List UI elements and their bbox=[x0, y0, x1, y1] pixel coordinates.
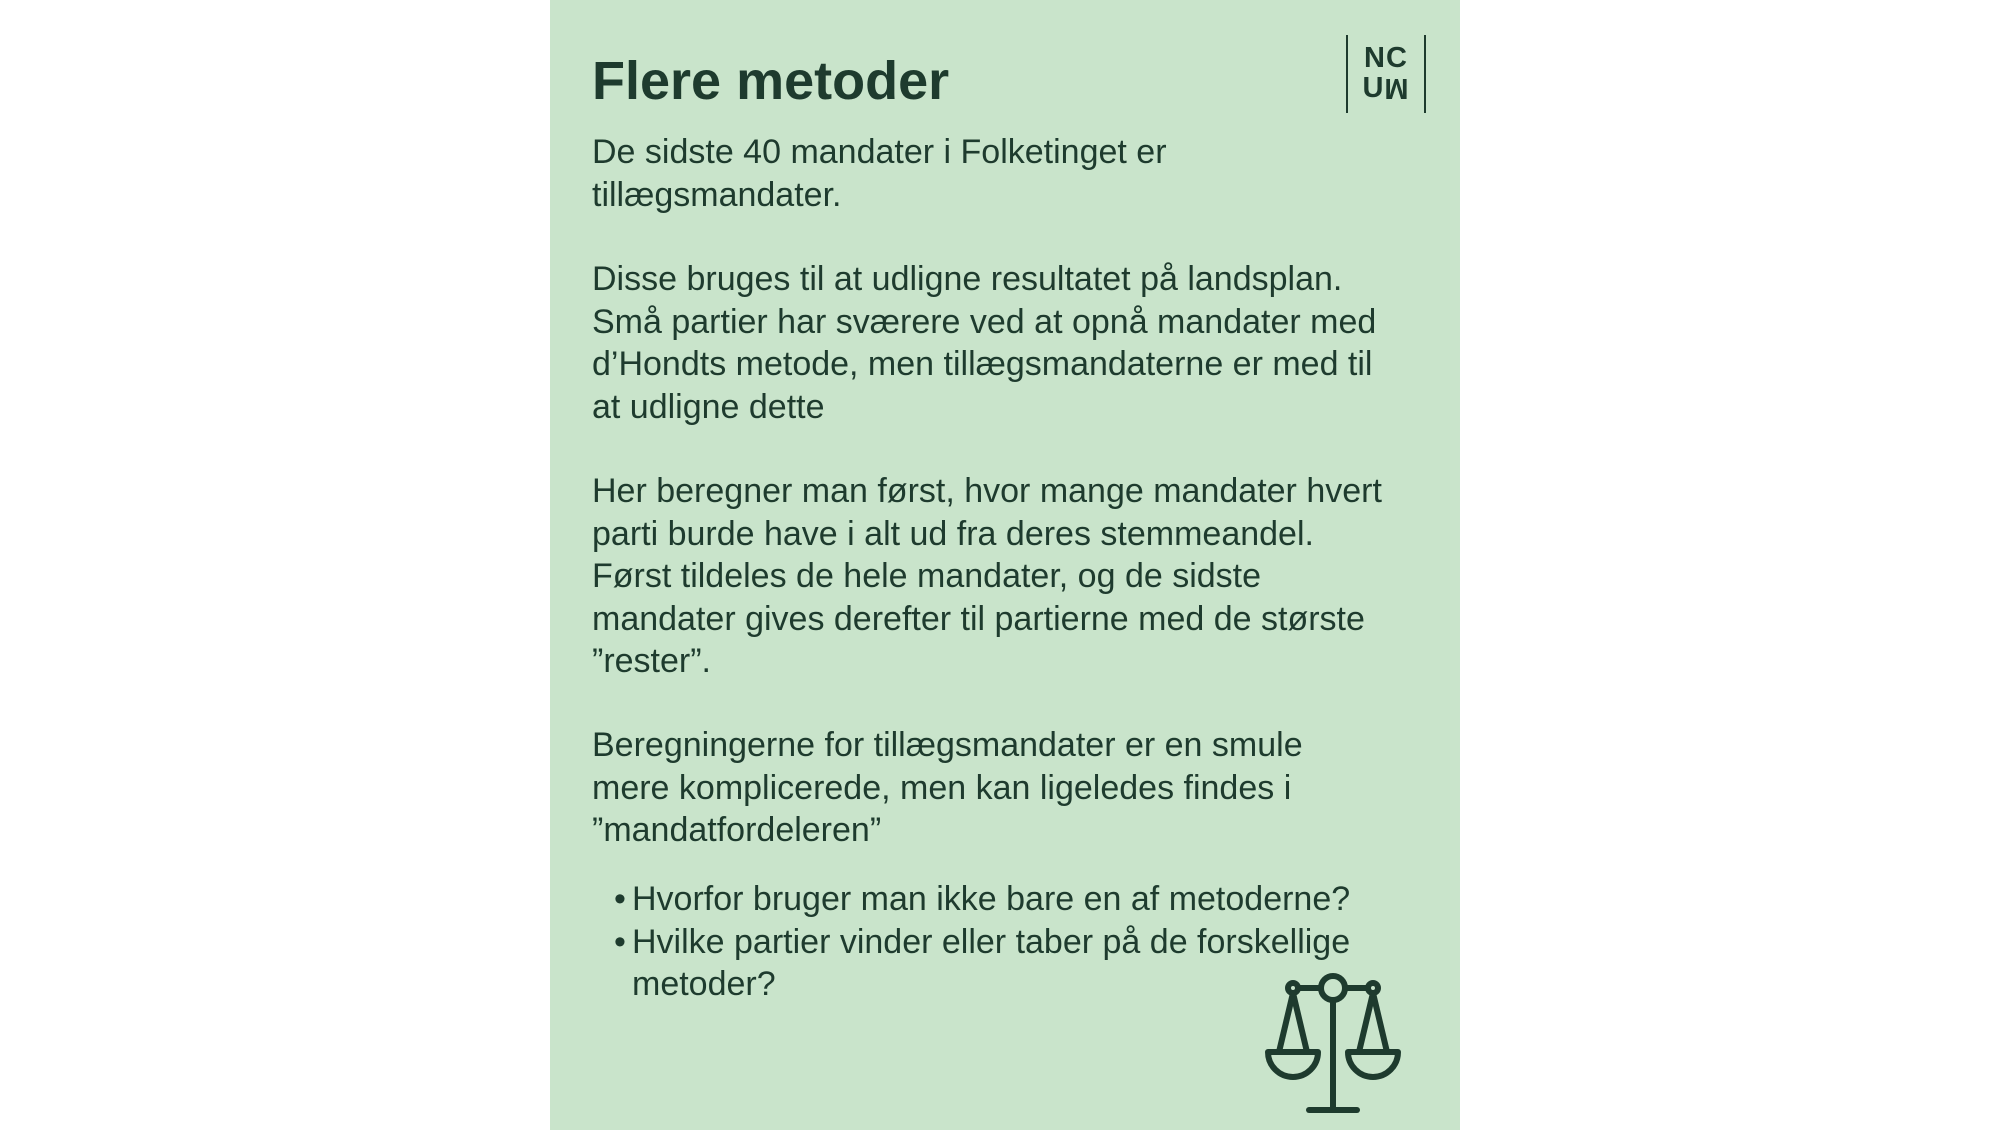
card-title: Flere metoder bbox=[592, 51, 950, 111]
paragraph-line: ”rester”. bbox=[592, 642, 711, 680]
list-item-line: Hvilke partier vinder eller taber på de forskellige bbox=[632, 922, 1351, 961]
list-item-line: Hvorfor bruger man ikke bare en af metoderne? bbox=[632, 880, 1351, 918]
paragraph-line: d’Hondts metode, men tillægsmandaterne er med til bbox=[592, 345, 1373, 383]
logo-row-2 bbox=[1348, 73, 1424, 103]
list-item-text bbox=[632, 921, 1350, 1006]
paragraph-line: mere komplicerede, men kan ligeledes findes i bbox=[592, 768, 1292, 807]
logo-row-1: NC bbox=[1364, 42, 1408, 74]
paragraph-line: Disse bruges til at udligne resultatet på landsplan. bbox=[592, 260, 1343, 298]
list-item bbox=[614, 921, 1350, 1006]
paragraph-4 bbox=[592, 724, 1303, 852]
paragraph-3 bbox=[592, 470, 1382, 683]
bullet-icon: • bbox=[614, 880, 626, 918]
paragraph-line: Beregningerne for tillægsmandater er en smule bbox=[592, 726, 1303, 764]
paragraph-2 bbox=[592, 258, 1376, 428]
paragraph-line: parti burde have i alt ud fra deres stemmeandel. bbox=[592, 514, 1314, 553]
paragraph-line: at udligne dette bbox=[592, 387, 825, 426]
paragraph-line: De sidste 40 mandater i Folketinget er bbox=[592, 133, 1167, 171]
paragraph-line: Først tildeles de hele mandater, og de sidste bbox=[592, 557, 1262, 595]
balance-scale-icon bbox=[1264, 970, 1406, 1120]
question-list bbox=[614, 878, 1350, 1006]
list-item-line: metoder? bbox=[632, 965, 776, 1003]
logo-letter-m: M bbox=[1384, 72, 1410, 104]
paragraph-line: mandater gives derefter til partierne med de største bbox=[592, 599, 1365, 638]
list-item bbox=[614, 878, 1350, 921]
bullet-icon: • bbox=[614, 922, 626, 961]
info-card bbox=[550, 0, 1460, 1130]
paragraph-line: tillægsmandater. bbox=[592, 175, 842, 214]
paragraph-1 bbox=[592, 131, 1167, 216]
ncum-logo bbox=[1346, 35, 1426, 113]
paragraph-line: Små partier har sværere ved at opnå mandater med bbox=[592, 302, 1377, 341]
paragraph-line: Her beregner man først, hvor mange mandater hvert bbox=[592, 472, 1382, 510]
logo-letter-u: U bbox=[1362, 72, 1385, 104]
list-item-text bbox=[632, 878, 1350, 921]
paragraph-line: ”mandatfordeleren” bbox=[592, 811, 882, 849]
